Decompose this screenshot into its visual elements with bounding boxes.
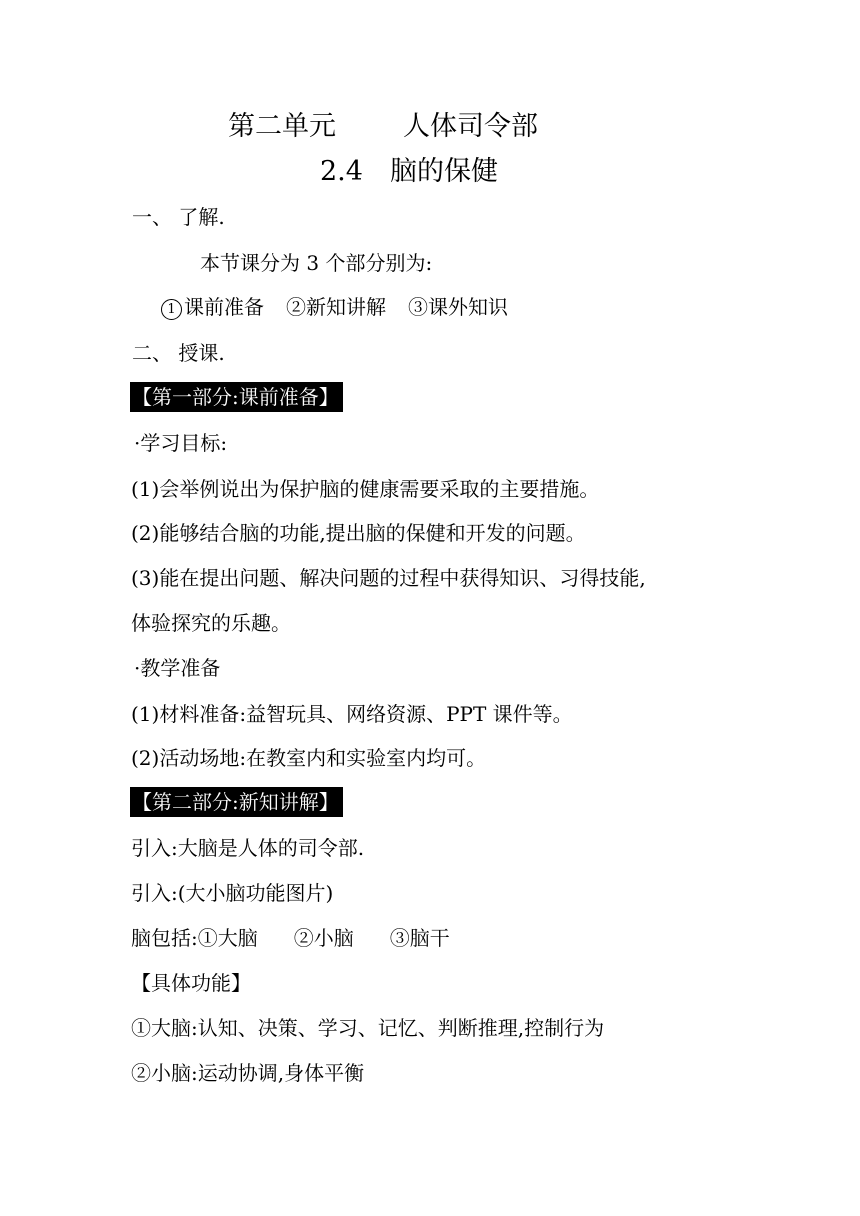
brain-parts-label: 脑包括: [131,926,198,950]
brain-parts-line [131,926,450,950]
prep-item: (1)材料准备:益智玩具、网络资源、PPT 课件等。 [131,702,573,726]
brain-part-item: ③脑干 [389,926,450,950]
objective-item: (2)能够结合脑的功能,提出脑的保健和开发的问题。 [131,521,586,545]
brain-part-item: ①大脑 [197,926,258,950]
part-one-banner: 【第一部分:课前准备】 [130,382,343,412]
objective-item-continued: 体验探究的乐趣。 [131,611,291,635]
intro-line: 引入:(大小脑功能图片) [131,881,334,905]
prep-item: (2)活动场地:在教室内和实验室内均可。 [131,746,487,770]
lesson-parts-list [161,295,508,320]
section-1-intro: 本节课分为 3 个部分别为: [200,251,433,275]
unit-title-line [228,111,538,143]
function-item: ②小脑:运动协调,身体平衡 [131,1061,365,1085]
objectives-heading: ·学习目标: [134,431,228,455]
part-3-label: ③课外知识 [408,295,508,319]
objective-item: (3)能在提出问题、解决问题的过程中获得知识、习得技能, [131,566,646,590]
part-2-label: ②新知讲解 [286,295,386,319]
part-1-label: 课前准备 [184,295,264,319]
prep-heading: ·教学准备 [134,656,221,680]
functions-heading: 【具体功能】 [131,971,251,995]
unit-title: 第二单元 [228,111,336,142]
section-2-heading: 二、 授课. [132,341,225,365]
part-two-banner: 【第二部分:新知讲解】 [130,787,343,817]
brain-part-item: ②小脑 [293,926,354,950]
section-1-heading: 一、 了解. [132,205,225,229]
intro-line: 引入:大脑是人体的司令部. [131,836,365,860]
function-item: ①大脑:认知、决策、学习、记忆、判断推理,控制行为 [131,1016,605,1040]
circled-number: 1 [161,299,182,320]
lesson-title: 2.4 脑的保健 [320,156,498,187]
unit-subject: 人体司令部 [403,111,538,142]
objective-item: (1)会举例说出为保护脑的健康需要采取的主要措施。 [131,477,600,501]
